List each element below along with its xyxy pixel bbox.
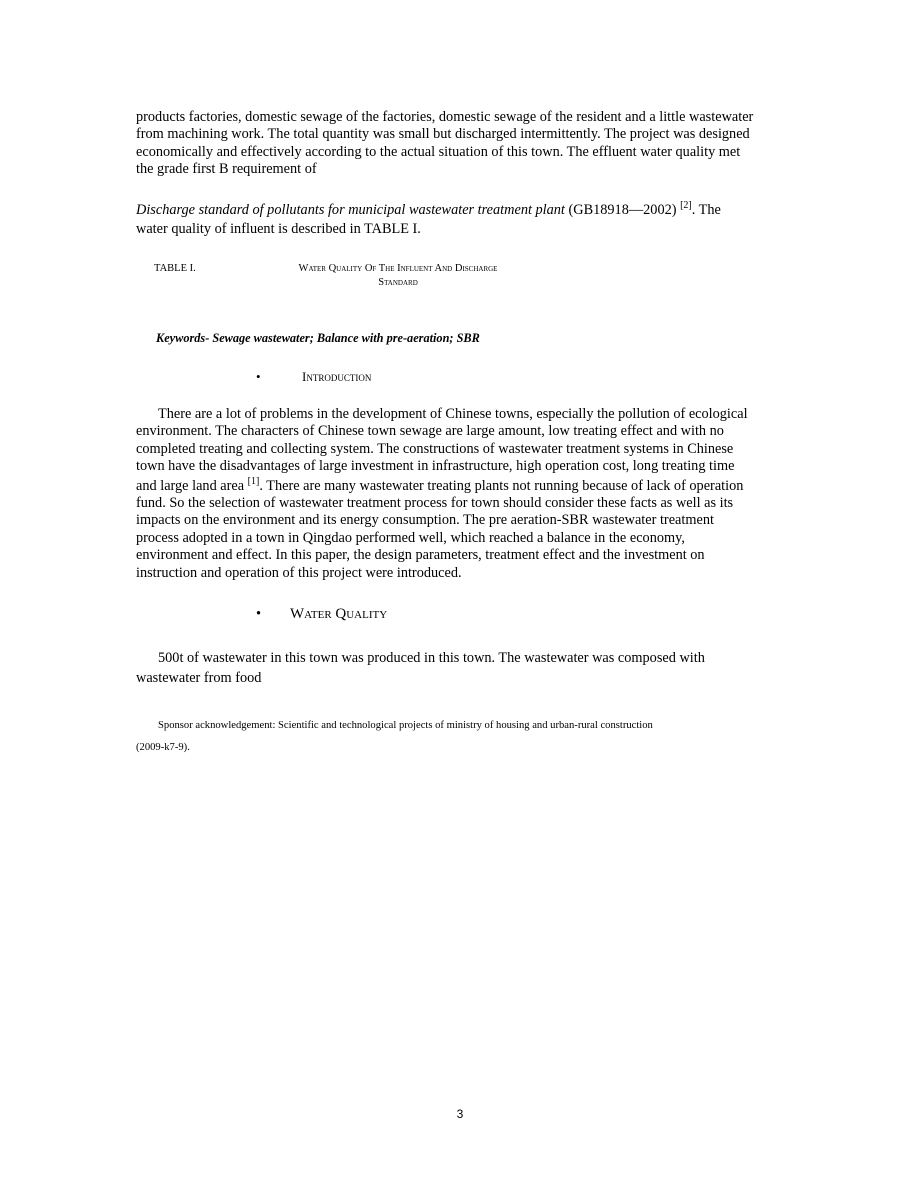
text-fragment: . There are many wastewater treating plants not running because of lack of operation: [259, 477, 744, 494]
citation-ref[interactable]: [1]: [247, 475, 260, 487]
table-label: TABLE I.: [154, 263, 196, 274]
page-number: 3: [456, 1107, 464, 1121]
bullet-icon: •: [256, 606, 262, 622]
table-title-line: Water Quality Of The Influent And Discharge: [298, 263, 498, 274]
text-line: fund. So the selection of wastewater treatment process for town should consider these facts as well as its: [136, 495, 734, 512]
body-paragraph-standard: [136, 201, 788, 239]
text-line: process adopted in a town in Qingdao performed well, which reached a balance in the economy,: [136, 529, 685, 546]
table-title-line: Standard: [378, 277, 418, 288]
introduction-paragraph: [136, 406, 788, 582]
text-fragment: . The: [691, 202, 721, 218]
water-quality-paragraph: [136, 648, 788, 688]
heading-text: Introduction: [302, 369, 372, 384]
text-fragment: and large land area: [136, 477, 248, 494]
text-line: There are a lot of problems in the development of Chinese towns, especially the pollution of ecological: [158, 406, 748, 422]
text-line: wastewater from food: [136, 670, 262, 686]
bullet-icon: •: [256, 369, 261, 384]
text-line: instruction and operation of this project were introduced.: [136, 564, 462, 581]
text-line: (2009-k7-9).: [136, 742, 190, 753]
text-line: [136, 201, 788, 220]
text-line: the grade first B requirement of: [136, 161, 317, 178]
text-line: Sponsor acknowledgement: Scientific and technological projects of ministry of housing and urban-rural construction: [158, 720, 653, 731]
heading-text: Water Quality: [290, 606, 388, 622]
standard-code: (GB18918—2002): [564, 202, 681, 218]
section-heading-introduction: [256, 369, 371, 385]
citation-ref[interactable]: [2]: [680, 200, 692, 212]
standard-title: Discharge standard of pollutants for municipal wastewater treatment plant: [136, 202, 565, 218]
text-line: impacts on the environment and its energy consumption. The pre aeration-SBR wastewater treatment: [136, 512, 714, 529]
text-line: environment. The characters of Chinese town sewage are large amount, low treating effect and with no: [136, 423, 724, 440]
text-line: [136, 475, 788, 495]
text-line: completed treating and collecting system. The constructions of wastewater treatment systems in Chinese: [136, 440, 734, 457]
body-paragraph-continued: [136, 109, 788, 179]
sponsor-footnote: [136, 715, 796, 759]
text-line: 500t of wastewater in this town was produced in this town. The wastewater was composed with: [158, 650, 705, 666]
text-line: town have the disadvantages of large investment in infrastructure, high operation cost, long treating time: [136, 458, 735, 475]
text-line: products factories, domestic sewage of the factories, domestic sewage of the resident and a little wastewater: [136, 109, 754, 125]
keywords: Keywords- Sewage wastewater; Balance with pre-aeration; SBR: [156, 331, 480, 345]
text-line: environment and effect. In this paper, the design parameters, treatment effect and the investment on: [136, 547, 705, 564]
text-line: from machining work. The total quantity was small but discharged intermittently. The project was designed: [136, 126, 750, 143]
text-line: economically and effectively according to the actual situation of this town. The effluent water quality met: [136, 143, 741, 160]
text-line: water quality of influent is described in TABLE I.: [136, 221, 421, 237]
section-heading-water-quality: [256, 606, 387, 623]
table-title: [233, 262, 563, 290]
